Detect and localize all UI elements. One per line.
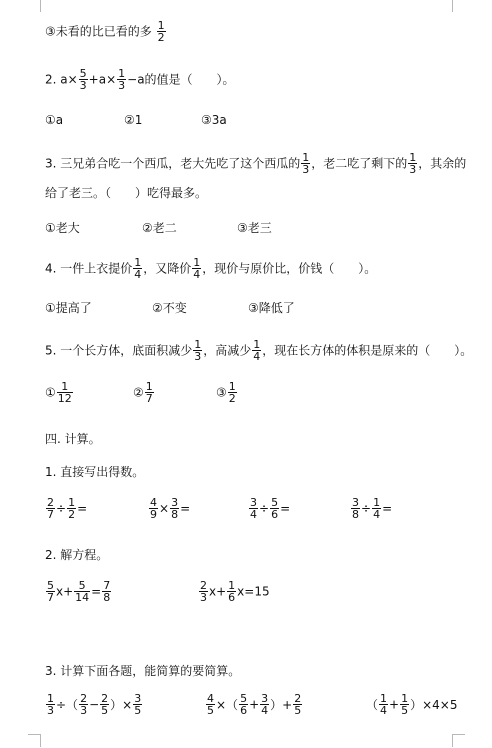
- q2-option-3: ③3a: [201, 113, 227, 127]
- q5-option-1: ① $\frac{1}{12}$: [45, 380, 72, 405]
- fraction: $\frac{1}{3}$: [409, 151, 417, 176]
- corner-mark: [452, 0, 465, 12]
- q3-option-3: ③老三: [237, 221, 272, 235]
- calc-item-4: $\frac{3}{8}$ ÷ $\frac{1}{4}$ =: [352, 496, 393, 521]
- fraction: $\frac{2}{5}$: [294, 692, 302, 717]
- fraction: $\frac{1}{2}$: [68, 496, 76, 521]
- q2-option-1: ①a: [45, 113, 64, 127]
- corner-mark: [452, 734, 465, 747]
- fraction: $\frac{5}{6}$: [240, 692, 248, 717]
- calc-item-2: $\frac{4}{9}$ × $\frac{3}{8}$ =: [150, 496, 191, 521]
- fraction: $\frac{3}{4}$: [250, 496, 257, 521]
- question-2: 2. a× $\frac{5}{3}$ +a× $\frac{1}{3}$ −a的值是（ ）。: [45, 67, 235, 92]
- calc-item-1: $\frac{2}{7}$ ÷ $\frac{1}{2}$ =: [47, 496, 88, 521]
- q1-option-3: ③未看的比已看的多 $\frac{1}{2}$: [45, 19, 165, 44]
- fraction: $\frac{1}{4}$: [373, 496, 381, 521]
- fraction: $\frac{2}{5}$: [101, 692, 109, 717]
- fraction: $\frac{7}{8}$: [103, 579, 111, 604]
- subsection-3-heading: 3. 计算下面各题，能简算的要简算。: [45, 664, 241, 678]
- fraction: $\frac{1}{7}$: [145, 380, 153, 405]
- fraction: $\frac{5}{7}$: [47, 579, 54, 604]
- equation-1: $\frac{5}{7}$ x+ $\frac{5}{14}$ = $\frac{7}{8}$: [47, 579, 111, 604]
- q5-option-2: ② $\frac{1}{7}$: [133, 380, 153, 405]
- fraction: $\frac{3}{8}$: [352, 496, 359, 521]
- fraction: $\frac{3}{4}$: [261, 692, 269, 717]
- q5-option-3: ③ $\frac{1}{2}$: [216, 380, 236, 405]
- fraction: $\frac{4}{5}$: [207, 692, 214, 717]
- q3-option-1: ①老大: [45, 221, 80, 235]
- question-3: 3. 三兄弟合吃一个西瓜，老大先吃了这个西瓜的 $\frac{1}{3}$ ，老二吃了剩下的 $\frac{1}{3}$ ，其余的: [45, 151, 467, 176]
- fraction: $\frac{1}{12}$: [57, 380, 72, 405]
- fraction: $\frac{1}{3}$: [302, 151, 310, 176]
- expression-3: （ $\frac{1}{4}$ + $\frac{1}{5}$ ）×4×5: [366, 692, 458, 717]
- corner-mark: [28, 734, 41, 747]
- section-heading: 四. 计算。: [45, 432, 101, 446]
- subsection-2-heading: 2. 解方程。: [45, 548, 109, 562]
- fraction: $\frac{1}{3}$: [118, 67, 126, 92]
- q4-option-1: ①提高了: [45, 301, 92, 315]
- q4-option-3: ③降低了: [248, 301, 295, 315]
- fraction: $\frac{1}{2}$: [228, 380, 236, 405]
- fraction: $\frac{1}{4}$: [193, 256, 201, 281]
- corner-mark: [28, 0, 41, 12]
- fraction: $\frac{2}{7}$: [47, 496, 54, 521]
- question-3-line-2: 给了老三。（ ）吃得最多。: [45, 186, 208, 200]
- fraction: $\frac{5}{14}$: [75, 579, 90, 604]
- expression-2: $\frac{4}{5}$ ×（ $\frac{5}{6}$ + $\frac{3}{4}$ ）+ $\frac{2}{5}$: [207, 692, 302, 717]
- fraction: $\frac{3}{8}$: [171, 496, 179, 521]
- fraction: $\frac{2}{3}$: [200, 579, 207, 604]
- question-5: 5. 一个长方体，底面积减少 $\frac{1}{3}$ ，高减少 $\frac{1}{4}$ ，现在长方体的体积是原来的（ ）。: [45, 338, 473, 363]
- q4-option-2: ②不变: [152, 301, 187, 315]
- expression-1: $\frac{1}{3}$ ÷（ $\frac{2}{3}$ − $\frac{2}{5}$ ）× $\frac{3}{5}$: [47, 692, 142, 717]
- calc-item-3: $\frac{3}{4}$ ÷ $\frac{5}{6}$ =: [250, 496, 291, 521]
- fraction: $\frac{1}{4}$: [253, 338, 261, 363]
- fraction: $\frac{1}{2}$: [157, 19, 165, 44]
- fraction: $\frac{3}{5}$: [134, 692, 142, 717]
- question-4: 4. 一件上衣提价 $\frac{1}{4}$ ，又降价 $\frac{1}{4}$ ，现价与原价比，价钱（ ）。: [45, 256, 377, 281]
- fraction: $\frac{5}{6}$: [271, 496, 279, 521]
- fraction: $\frac{1}{5}$: [401, 692, 409, 717]
- fraction: $\frac{1}{4}$: [380, 692, 388, 717]
- fraction: $\frac{1}{3}$: [47, 692, 54, 717]
- fraction: $\frac{1}{6}$: [228, 579, 236, 604]
- fraction: $\frac{5}{3}$: [79, 67, 87, 92]
- fraction: $\frac{4}{9}$: [150, 496, 157, 521]
- q2-option-2: ②1: [124, 113, 143, 127]
- fraction: $\frac{1}{4}$: [134, 256, 142, 281]
- equation-2: $\frac{2}{3}$ x+ $\frac{1}{6}$ x=15: [200, 579, 270, 604]
- q3-option-2: ②老二: [142, 221, 177, 235]
- subsection-1-heading: 1. 直接写出得数。: [45, 465, 145, 479]
- fraction: $\frac{2}{3}$: [80, 692, 88, 717]
- fraction: $\frac{1}{3}$: [194, 338, 202, 363]
